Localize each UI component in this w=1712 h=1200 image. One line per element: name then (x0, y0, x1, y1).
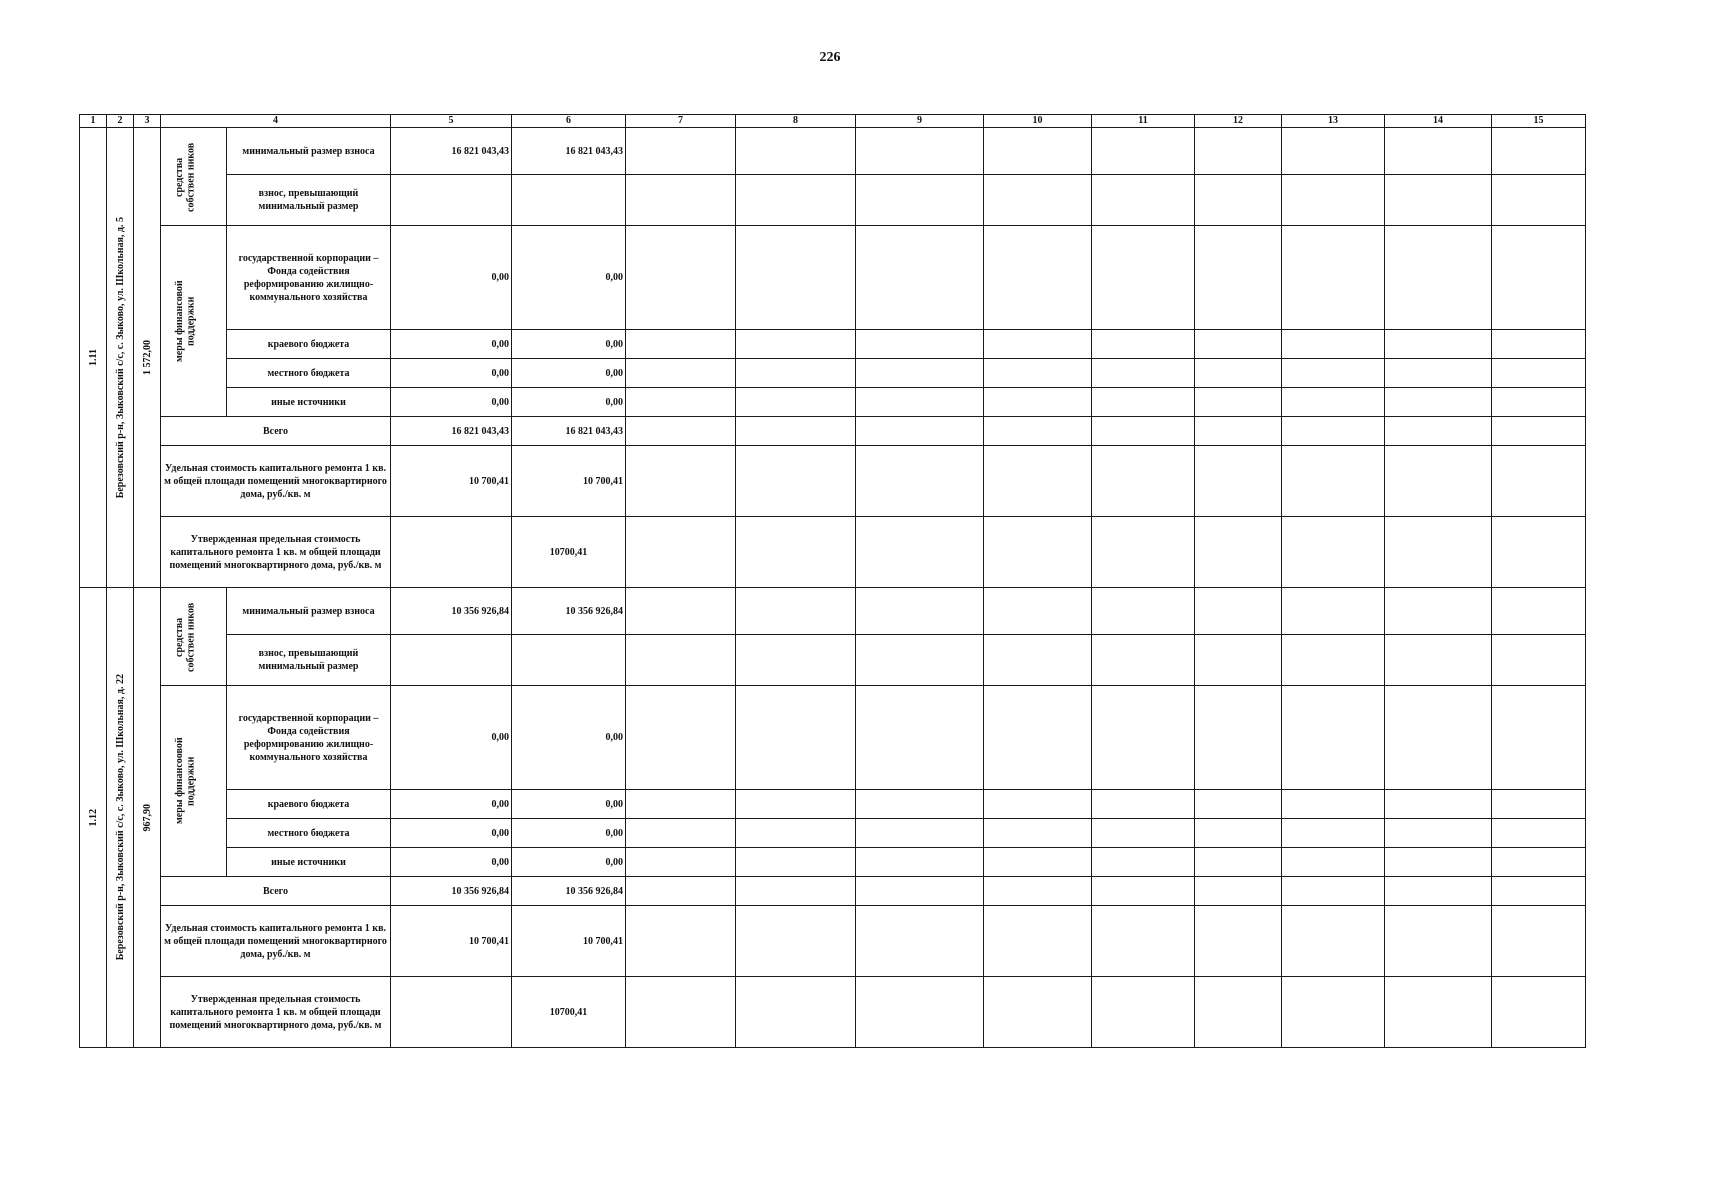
cell-empty (984, 877, 1092, 906)
cell-empty (1282, 446, 1385, 517)
cell-empty (1195, 175, 1282, 226)
cell-empty (391, 977, 512, 1048)
cell-empty (1092, 330, 1195, 359)
cell-empty (736, 906, 856, 977)
cell-empty (626, 686, 736, 790)
cell-empty (1385, 877, 1492, 906)
cell-value: 0,00 (512, 359, 626, 388)
cell-empty (1092, 790, 1195, 819)
cell-empty (1092, 848, 1195, 877)
cell-empty (984, 848, 1092, 877)
table-row (80, 446, 1586, 517)
cell-value: 16 821 043,43 (512, 128, 626, 175)
cell-empty (1385, 819, 1492, 848)
col-header-1: 1 (80, 115, 107, 128)
cell-empty (1492, 128, 1586, 175)
cell-empty (1092, 226, 1195, 330)
cell-empty (1282, 417, 1385, 446)
row-label-other-sources: иные источники (227, 388, 391, 417)
capital-repair-table (79, 114, 1586, 1048)
cell-empty (856, 446, 984, 517)
cell-empty (1385, 790, 1492, 819)
col-header-4: 4 (161, 115, 391, 128)
cell-empty (1282, 977, 1385, 1048)
cell-empty (856, 388, 984, 417)
cell-empty (1092, 977, 1195, 1048)
cell-empty (984, 635, 1092, 686)
cell-empty (626, 877, 736, 906)
record-address-text: Березовский р-н, Зыковский с/с, с. Зыково, ул. Школьная, д. 22 (114, 674, 126, 961)
cell-empty (1282, 226, 1385, 330)
cell-empty (626, 388, 736, 417)
cell-empty (1492, 877, 1586, 906)
cell-empty (1492, 686, 1586, 790)
cell-value: 10700,41 (512, 977, 626, 1048)
cell-empty (1282, 635, 1385, 686)
cell-empty (626, 790, 736, 819)
cell-empty (1282, 517, 1385, 588)
cell-value: 0,00 (391, 819, 512, 848)
cell-empty (856, 848, 984, 877)
table-row (80, 359, 1586, 388)
cell-empty (984, 819, 1092, 848)
record-address (107, 588, 134, 1048)
cell-empty (1092, 446, 1195, 517)
cell-value: 0,00 (391, 330, 512, 359)
cell-empty (626, 819, 736, 848)
cell-empty (856, 417, 984, 446)
cell-empty (1195, 588, 1282, 635)
cell-value: 10 700,41 (391, 906, 512, 977)
row-label-total: Всего (161, 417, 391, 446)
cell-value: 16 821 043,43 (391, 417, 512, 446)
cell-value: 0,00 (512, 848, 626, 877)
cell-empty (856, 877, 984, 906)
cell-empty (1195, 848, 1282, 877)
cell-empty (512, 635, 626, 686)
cell-empty (984, 128, 1092, 175)
cell-empty (736, 388, 856, 417)
cell-empty (1195, 446, 1282, 517)
cell-empty (736, 790, 856, 819)
table-row (80, 977, 1586, 1048)
row-label-min-contribution: минимальный размер взноса (227, 588, 391, 635)
cell-empty (856, 635, 984, 686)
cell-empty (736, 330, 856, 359)
record-area (134, 588, 161, 1048)
cell-empty (1385, 330, 1492, 359)
cell-empty (1492, 977, 1586, 1048)
cell-empty (984, 588, 1092, 635)
row-label-state-corp: государственной корпорации – Фонда содействия реформированию жилищно-коммунального хозяйства (227, 686, 391, 790)
cell-empty (626, 128, 736, 175)
row-label-unit-cost: Удельная стоимость капитального ремонта 1 кв. м общей площади помещений многоквартирного дома, руб./кв. м (161, 906, 391, 977)
cell-empty (984, 330, 1092, 359)
cell-empty (1492, 906, 1586, 977)
cell-empty (1092, 417, 1195, 446)
cell-empty (626, 359, 736, 388)
cell-empty (1092, 128, 1195, 175)
cell-empty (1195, 877, 1282, 906)
cell-empty (626, 906, 736, 977)
cell-empty (1492, 848, 1586, 877)
row-label-total: Всего (161, 877, 391, 906)
cell-empty (1195, 635, 1282, 686)
cell-empty (1282, 175, 1385, 226)
cell-empty (1385, 388, 1492, 417)
cell-empty (984, 790, 1092, 819)
cell-empty (512, 175, 626, 226)
cell-empty (736, 635, 856, 686)
cell-empty (984, 175, 1092, 226)
cell-empty (626, 977, 736, 1048)
table-row (80, 877, 1586, 906)
cell-empty (1092, 359, 1195, 388)
row-label-over-min: взнос, превышающий минимальный размер (227, 175, 391, 226)
cell-empty (1492, 517, 1586, 588)
cell-empty (856, 588, 984, 635)
record-number (80, 128, 107, 588)
col-header-15: 15 (1492, 115, 1586, 128)
cell-empty (1385, 446, 1492, 517)
col-header-13: 13 (1282, 115, 1385, 128)
cell-empty (1195, 226, 1282, 330)
cell-empty (1092, 686, 1195, 790)
cell-empty (1385, 977, 1492, 1048)
row-label-unit-cost: Удельная стоимость капитального ремонта 1 кв. м общей площади помещений многоквартирного дома, руб./кв. м (161, 446, 391, 517)
cell-value: 0,00 (391, 790, 512, 819)
table-row (80, 417, 1586, 446)
cell-value: 10 356 926,84 (391, 588, 512, 635)
cell-value: 16 821 043,43 (512, 417, 626, 446)
cell-value: 10 356 926,84 (391, 877, 512, 906)
cell-empty (736, 977, 856, 1048)
group-support-measures (161, 686, 227, 877)
cell-empty (1385, 906, 1492, 977)
row-label-min-contribution: минимальный размер взноса (227, 128, 391, 175)
table-row (80, 790, 1586, 819)
cell-value: 16 821 043,43 (391, 128, 512, 175)
cell-empty (1092, 906, 1195, 977)
group-owners-funds (161, 588, 227, 686)
cell-empty (1282, 819, 1385, 848)
table-row (80, 517, 1586, 588)
cell-empty (391, 175, 512, 226)
cell-empty (391, 635, 512, 686)
cell-empty (626, 517, 736, 588)
cell-value: 10 700,41 (512, 906, 626, 977)
cell-empty (736, 446, 856, 517)
cell-empty (984, 226, 1092, 330)
row-label-regional-budget: краевого бюджета (227, 790, 391, 819)
row-label-approved-limit: Утвержденная предельная стоимость капитального ремонта 1 кв. м общей площади помещений многоквартирного дома, руб./кв. м (161, 517, 391, 588)
cell-empty (1195, 686, 1282, 790)
row-label-local-budget: местного бюджета (227, 819, 391, 848)
column-header-row (80, 115, 1586, 128)
cell-empty (1282, 877, 1385, 906)
record-area (134, 128, 161, 588)
cell-empty (1492, 388, 1586, 417)
cell-empty (1492, 330, 1586, 359)
cell-empty (984, 388, 1092, 417)
cell-value: 0,00 (512, 388, 626, 417)
cell-empty (1492, 635, 1586, 686)
cell-empty (1195, 819, 1282, 848)
cell-empty (626, 446, 736, 517)
record-number-text: 1.12 (87, 808, 99, 827)
cell-empty (856, 517, 984, 588)
cell-empty (856, 686, 984, 790)
col-header-9: 9 (856, 115, 984, 128)
cell-value: 0,00 (512, 330, 626, 359)
cell-empty (1385, 517, 1492, 588)
group-owners-funds-text: средства собствен ников (173, 141, 196, 212)
cell-empty (856, 819, 984, 848)
col-header-7: 7 (626, 115, 736, 128)
cell-empty (1385, 686, 1492, 790)
cell-value: 0,00 (512, 686, 626, 790)
cell-empty (1385, 848, 1492, 877)
cell-empty (736, 588, 856, 635)
table-row (80, 388, 1586, 417)
col-header-12: 12 (1195, 115, 1282, 128)
cell-empty (1492, 417, 1586, 446)
cell-empty (1282, 686, 1385, 790)
cell-empty (391, 517, 512, 588)
row-label-approved-limit: Утвержденная предельная стоимость капитального ремонта 1 кв. м общей площади помещений многоквартирного дома, руб./кв. м (161, 977, 391, 1048)
cell-empty (1092, 635, 1195, 686)
cell-empty (736, 359, 856, 388)
cell-empty (1385, 175, 1492, 226)
cell-empty (1092, 819, 1195, 848)
cell-empty (1092, 588, 1195, 635)
cell-value: 0,00 (512, 819, 626, 848)
col-header-2: 2 (107, 115, 134, 128)
cell-empty (856, 128, 984, 175)
cell-empty (1492, 819, 1586, 848)
table-row (80, 848, 1586, 877)
cell-empty (1195, 388, 1282, 417)
cell-empty (1092, 517, 1195, 588)
cell-empty (1195, 128, 1282, 175)
cell-empty (736, 175, 856, 226)
cell-value: 0,00 (391, 359, 512, 388)
row-label-state-corp: государственной корпорации – Фонда содействия реформированию жилищно-коммунального хозяйства (227, 226, 391, 330)
cell-empty (1492, 588, 1586, 635)
cell-empty (626, 417, 736, 446)
cell-empty (1282, 330, 1385, 359)
cell-value: 0,00 (391, 848, 512, 877)
group-owners-funds-text: средства собствен ников (173, 601, 196, 672)
cell-value: 10 356 926,84 (512, 588, 626, 635)
cell-empty (856, 790, 984, 819)
cell-value: 0,00 (391, 388, 512, 417)
cell-empty (1195, 906, 1282, 977)
cell-empty (1385, 128, 1492, 175)
group-owners-funds (161, 128, 227, 226)
cell-empty (736, 686, 856, 790)
cell-empty (984, 446, 1092, 517)
table-row (80, 819, 1586, 848)
cell-empty (856, 359, 984, 388)
cell-empty (1282, 588, 1385, 635)
row-label-local-budget: местного бюджета (227, 359, 391, 388)
cell-empty (626, 848, 736, 877)
row-label-regional-budget: краевого бюджета (227, 330, 391, 359)
table-row (80, 330, 1586, 359)
cell-empty (736, 848, 856, 877)
record-number (80, 588, 107, 1048)
cell-empty (1282, 128, 1385, 175)
cell-empty (856, 175, 984, 226)
cell-empty (736, 877, 856, 906)
cell-value: 10 700,41 (391, 446, 512, 517)
cell-empty (626, 226, 736, 330)
cell-empty (1492, 790, 1586, 819)
cell-empty (856, 226, 984, 330)
cell-empty (1385, 635, 1492, 686)
cell-value: 0,00 (512, 790, 626, 819)
cell-empty (626, 635, 736, 686)
col-header-8: 8 (736, 115, 856, 128)
cell-empty (1195, 359, 1282, 388)
cell-empty (1282, 790, 1385, 819)
col-header-5: 5 (391, 115, 512, 128)
table-row (80, 588, 1586, 635)
cell-value: 10 700,41 (512, 446, 626, 517)
cell-empty (736, 128, 856, 175)
cell-empty (984, 977, 1092, 1048)
cell-empty (1282, 388, 1385, 417)
cell-empty (984, 906, 1092, 977)
cell-empty (856, 977, 984, 1048)
cell-empty (736, 417, 856, 446)
cell-empty (1492, 359, 1586, 388)
cell-empty (984, 359, 1092, 388)
cell-empty (856, 330, 984, 359)
record-address (107, 128, 134, 588)
cell-empty (1195, 790, 1282, 819)
table-row (80, 128, 1586, 175)
cell-empty (736, 819, 856, 848)
record-number-text: 1.11 (87, 349, 99, 366)
cell-empty (1492, 175, 1586, 226)
record-area-text: 967,90 (141, 803, 153, 832)
page-number: 226 (819, 50, 841, 65)
col-header-11: 11 (1092, 115, 1195, 128)
cell-empty (626, 175, 736, 226)
cell-empty (1492, 226, 1586, 330)
record-area-text: 1 572,00 (141, 340, 153, 375)
table-row (80, 635, 1586, 686)
cell-empty (984, 417, 1092, 446)
col-header-3: 3 (134, 115, 161, 128)
cell-empty (1385, 226, 1492, 330)
cell-empty (1195, 977, 1282, 1048)
cell-empty (1385, 588, 1492, 635)
row-label-other-sources: иные источники (227, 848, 391, 877)
cell-empty (1282, 848, 1385, 877)
cell-empty (1385, 359, 1492, 388)
table-row (80, 906, 1586, 977)
cell-empty (1195, 417, 1282, 446)
cell-empty (736, 226, 856, 330)
cell-value: 10700,41 (512, 517, 626, 588)
cell-empty (736, 517, 856, 588)
group-support-measures (161, 226, 227, 417)
cell-empty (1492, 446, 1586, 517)
cell-empty (984, 686, 1092, 790)
cell-value: 0,00 (512, 226, 626, 330)
row-label-over-min: взнос, превышающий минимальный размер (227, 635, 391, 686)
cell-value: 10 356 926,84 (512, 877, 626, 906)
col-header-10: 10 (984, 115, 1092, 128)
cell-empty (1195, 330, 1282, 359)
col-header-14: 14 (1385, 115, 1492, 128)
cell-empty (1092, 877, 1195, 906)
cell-value: 0,00 (391, 226, 512, 330)
cell-empty (1282, 906, 1385, 977)
cell-empty (856, 906, 984, 977)
cell-empty (984, 517, 1092, 588)
cell-empty (1092, 175, 1195, 226)
cell-empty (1195, 517, 1282, 588)
cell-empty (1092, 388, 1195, 417)
table-row (80, 226, 1586, 330)
table-row (80, 175, 1586, 226)
group-support-measures-text: меры финансоовой поддержки (173, 737, 196, 825)
record-address-text: Березовский р-н, Зыковский с/с, с. Зыково, ул. Школьная, д. 5 (114, 216, 126, 499)
cell-empty (626, 330, 736, 359)
cell-value: 0,00 (391, 686, 512, 790)
cell-empty (1282, 359, 1385, 388)
group-support-measures-text: меры финансовой поддержки (173, 280, 196, 362)
col-header-6: 6 (512, 115, 626, 128)
table-row (80, 686, 1586, 790)
cell-empty (1385, 417, 1492, 446)
cell-empty (626, 588, 736, 635)
